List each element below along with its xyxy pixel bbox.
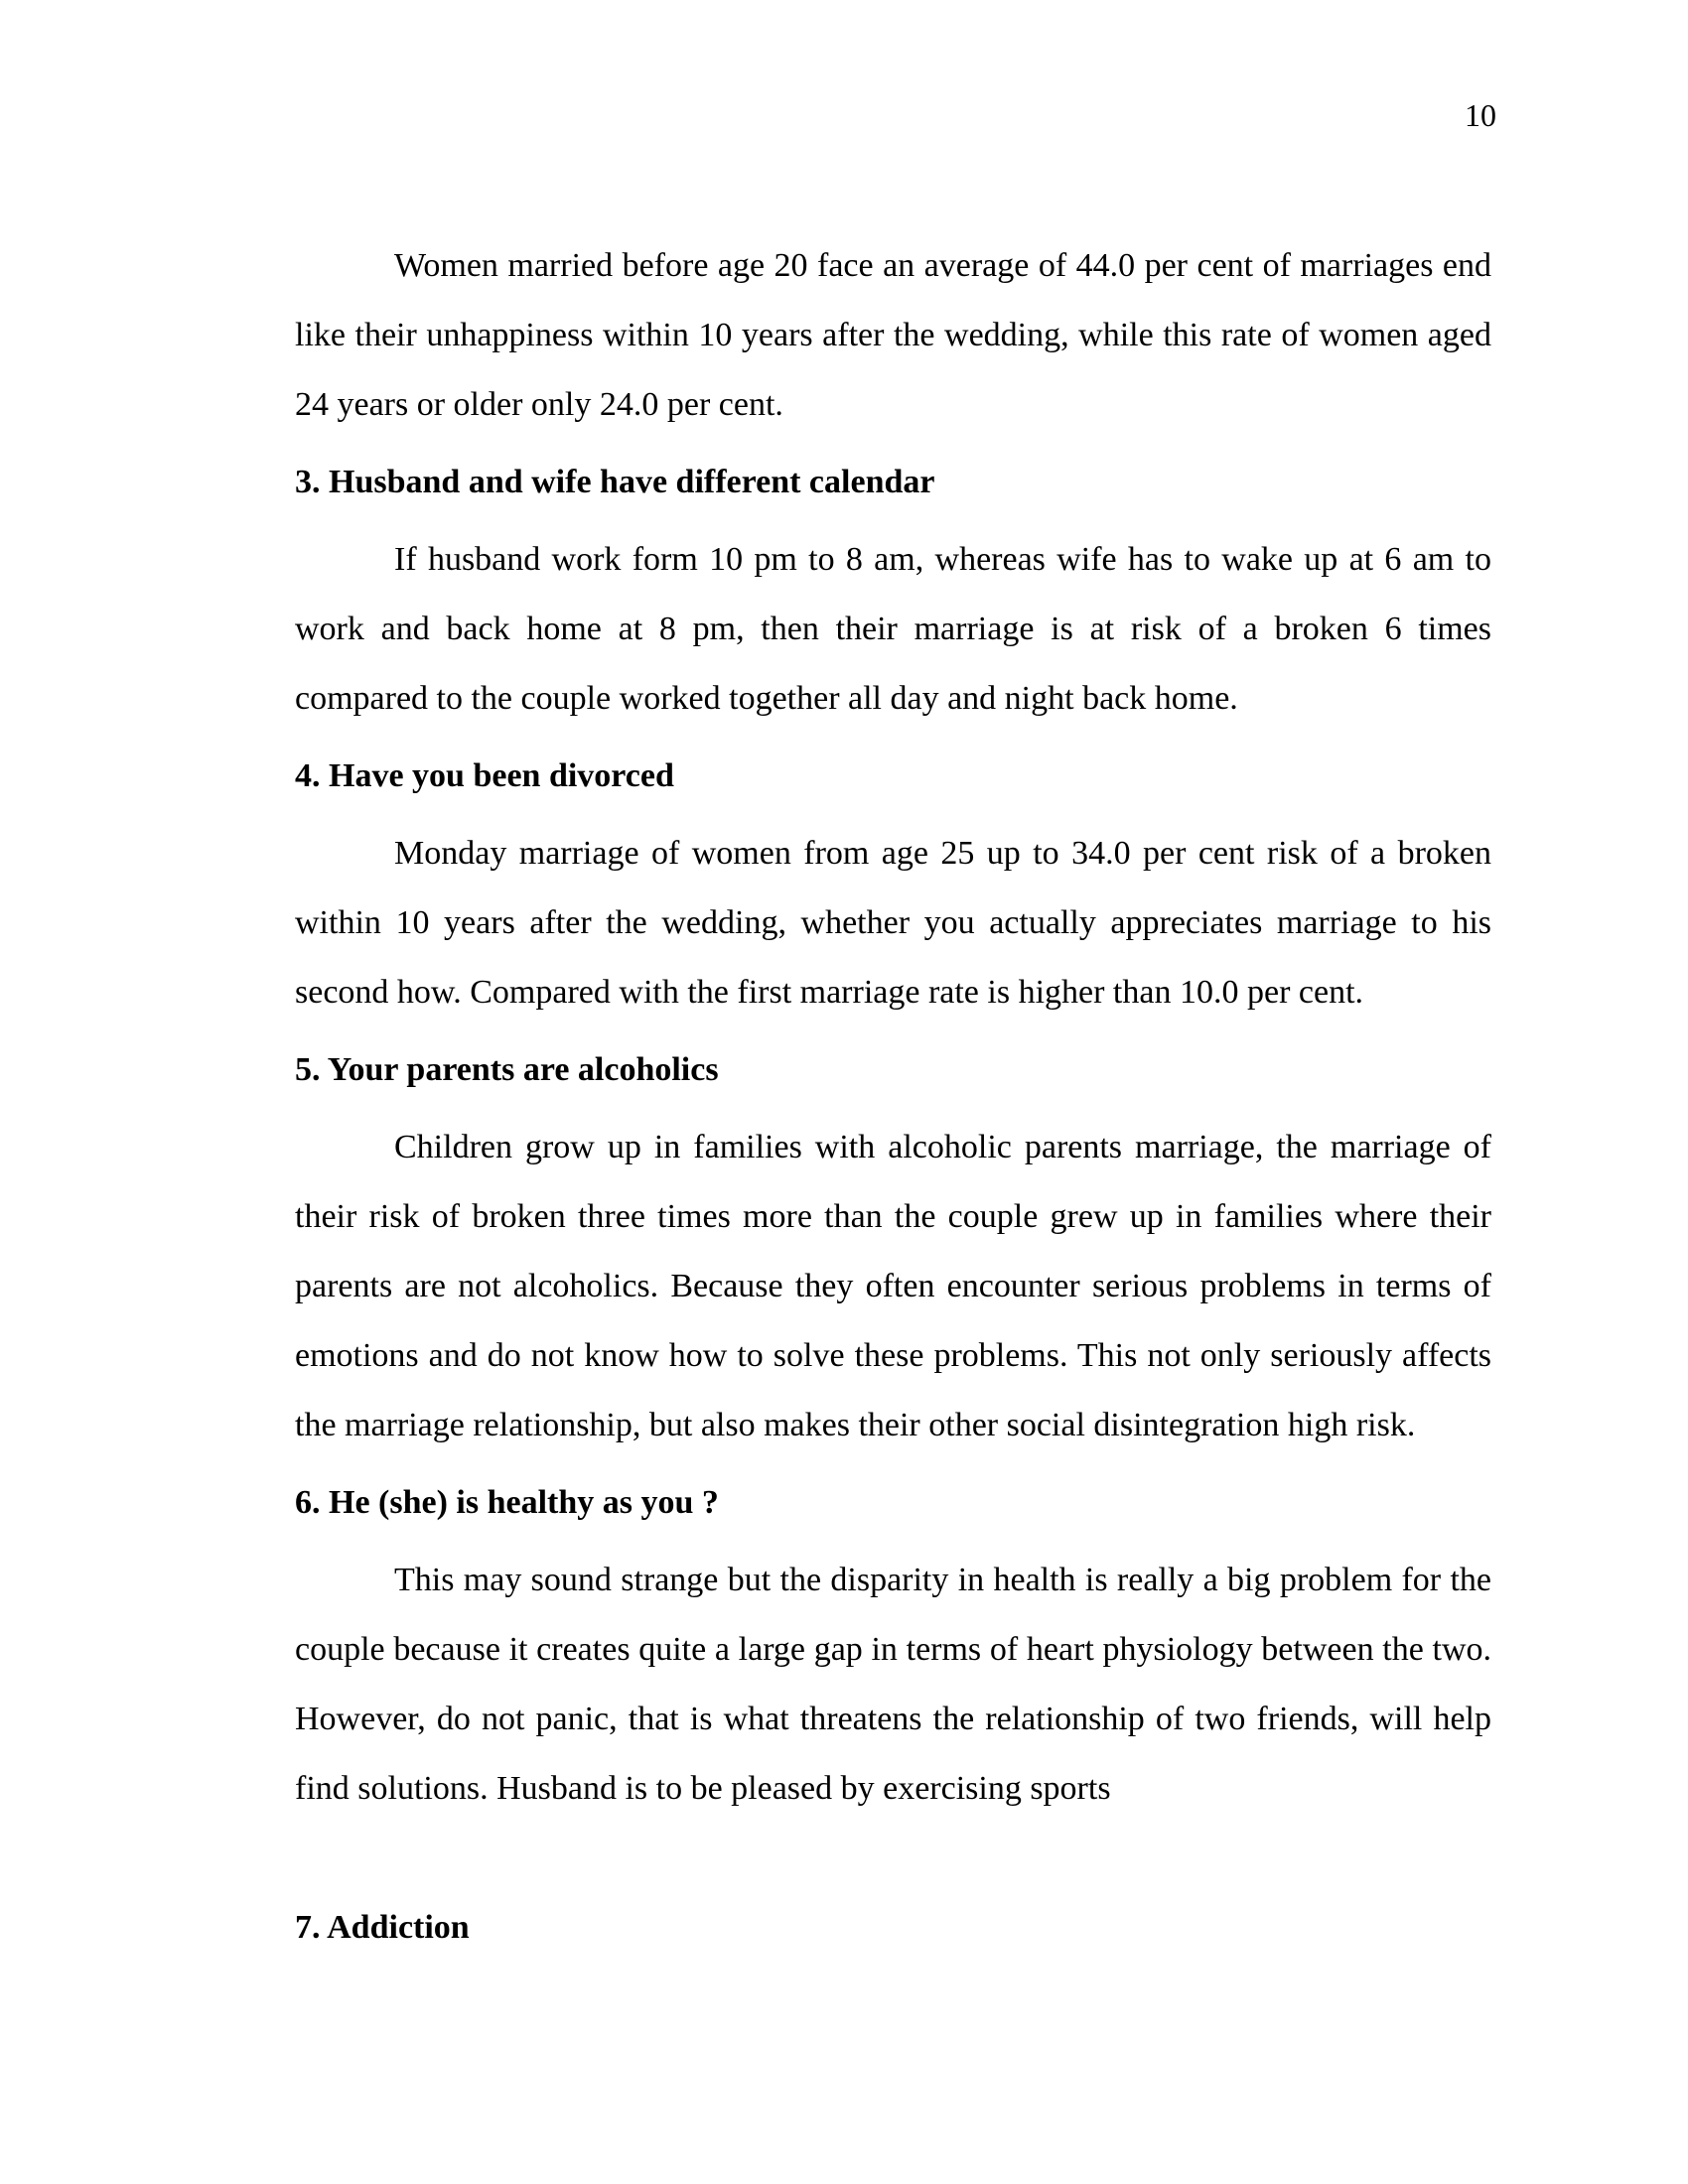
section-heading-alcoholics: 5. Your parents are alcoholics [295,1051,719,1088]
document-body [295,231,1491,1971]
paragraph-divorced: Monday marriage of women from age 25 up to 34.0 per cent risk of a broken within 10 years after the wedding, whether you actually appreciates marriage to his second how. Compared with the first marriage rate is higher than 10.0 per cent. [295,835,1491,1011]
section-heading-divorced: 4. Have you been divorced [295,757,674,794]
section-heading-healthy: 6. He (she) is healthy as you ? [295,1484,719,1521]
section-heading-addiction: 7. Addiction [295,1909,470,1946]
paragraph-calendar: If husband work form 10 pm to 8 am, whereas wife has to wake up at 6 am to work and back home at 8 pm, then their marriage is at risk of a broken 6 times compared to the couple worked together all day and night back home. [295,541,1491,717]
paragraph-marriage-age: Women married before age 20 face an average of 44.0 per cent of marriages end like their unhappiness within 10 years after the wedding, while this rate of women aged 24 years or older only 24.0 per cent. [295,247,1491,423]
paragraph-healthy: This may sound strange but the disparity in health is really a big problem for the couple because it creates quite a large gap in terms of heart physiology between the two. However, do not panic, that is what threatens the relationship of two friends, will help find solutions. Husband is to be pleased by exercising sports [295,1562,1491,1807]
paragraph-alcoholics: Children grow up in families with alcoholic parents marriage, the marriage of their risk of broken three times more than the couple grew up in families where their parents are not alcoholics. Because they often encounter serious problems in terms of emotions and do not know how to solve these problems. This not only seriously affects the marriage relationship, but also makes their other social disintegration high risk. [295,1129,1491,1443]
page-number: 10 [1465,97,1496,133]
section-heading-calendar: 3. Husband and wife have different calendar [295,464,935,500]
